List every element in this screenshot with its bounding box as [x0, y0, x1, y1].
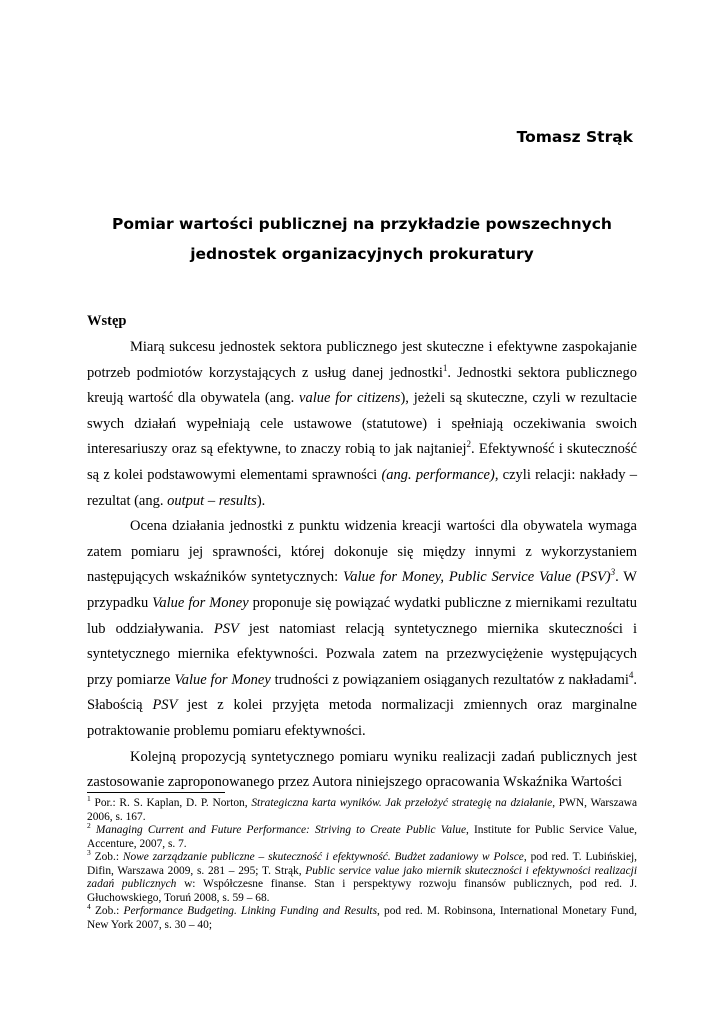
text-run: Ocena działania jednostki z punktu widzenia kreacji wartości dla obywatela wymaga zatem pomiaru jej sprawności, której dokonuje się między innymi z wykorzystaniem następujących wskaźników syntetycznych: — [87, 518, 637, 586]
title-line-2: jednostek organizacyjnych prokuratury — [190, 245, 534, 263]
footnote — [87, 848, 638, 905]
text-run: jest z kolei przyjęta metoda normalizacji zmiennych oraz marginalne potraktowanie problemu pomiaru efektywności. — [87, 697, 637, 739]
footnote-number: 2 — [87, 821, 91, 831]
text-run: proponuje się powiązać wydatki publiczne z miernikami rezultatu lub oddziaływania. — [87, 594, 637, 637]
text-run: trudności z powiązaniem osiąganych rezultatów z nakładami — [270, 671, 629, 688]
text-run: ), jeżeli są skuteczne, czyli w rezultacie swych działań wypełniają cele ustawowe (statutowe) i spełniają oczekiwania swoich interesariuszy oraz są efektywne, to znaczy robią to jak najtaniej — [87, 390, 637, 458]
italic-text: Value for Money, Public Service Value (PSV) — [343, 569, 611, 586]
text-run: , Institute for Public Service Value, Accenture, 2007, s. 7. — [87, 824, 637, 850]
italic-text: Value for Money — [152, 594, 249, 611]
text-run: jest natomiast relacją syntetycznego miernika skuteczności i syntetycznego miernika efektywności. Pozwala zatem na przezwyciężenie występujących przy pomiarze — [87, 620, 637, 688]
text-run: w: Współczesne finanse. Stan i perspektywy rozwoju finansów publicznych, pod red. J. Głuchowskiego, Toruń 2008, s. 59 – 68. — [87, 878, 637, 904]
section-heading: Wstęp — [87, 313, 127, 329]
italic-text: Nowe zarządzanie publiczne – skuteczność i efektywność. Budżet zadaniowy w Polsce — [122, 851, 524, 863]
footnote-number: 1 — [87, 794, 91, 804]
body-paragraph — [87, 745, 637, 796]
italic-text: results — [218, 492, 257, 509]
text-run: , PWN, Warszawa 2006, s. 167. — [87, 797, 638, 823]
title-line-1: Pomiar wartości publicznej na przykładzie powszechnych — [112, 215, 612, 233]
text-run: . Słabością — [87, 671, 638, 714]
italic-text: Performance Budgeting. Linking Funding and Results — [123, 905, 377, 917]
text-run: Miarą sukcesu jednostek sektora publicznego jest skuteczne i efektywne zaspokajanie potrzeb podmiotów korzystających z usług danej jednostki — [87, 339, 637, 381]
text-run: , pod red. M. Robinsona, International Monetary Fund, New York 2007, s. 30 – 40; — [87, 905, 637, 931]
footnote-number: 4 — [87, 902, 91, 912]
footnote — [87, 902, 637, 932]
text-run: . Jednostki sektora publicznego kreują wartość dla obywatela (ang. — [87, 364, 637, 407]
italic-text: Managing Current and Future Performance: Striving to Create Public Value — [95, 824, 467, 836]
text-run: , pod red. T. Lubińskiej, Difin, Warszawa 2009, s. 281 – 295; T. Strąk, — [87, 851, 638, 877]
text-run: – — [204, 492, 219, 509]
text-run: ). — [256, 492, 266, 509]
italic-text: PSV — [213, 620, 239, 637]
italic-text: (ang. performance) — [381, 466, 495, 483]
italic-text: Public service value jako miernik skuteczności i efektywności realizacji zadań publicznych — [87, 864, 637, 890]
footnote-separator — [87, 792, 225, 793]
body-text — [87, 335, 637, 796]
italic-text: Strategiczna karta wyników. Jak przełożyć strategię na działanie — [251, 797, 553, 809]
italic-text: output — [167, 492, 205, 509]
body-paragraph — [87, 514, 637, 744]
text-run: Zob.: — [90, 905, 124, 917]
body-paragraph — [87, 335, 637, 514]
text-run: . W przypadku — [87, 569, 637, 611]
italic-text: PSV — [152, 697, 178, 714]
footnote — [87, 821, 637, 851]
footnote-reference[interactable]: 4 — [628, 669, 634, 680]
text-run: Zob.: — [90, 851, 123, 863]
footnotes — [87, 794, 638, 932]
text-run: , czyli relacji: nakłady – rezultat (ang. — [87, 466, 637, 509]
footnote-reference[interactable]: 2 — [466, 439, 472, 450]
footnote-number: 3 — [87, 848, 91, 858]
text-run: . Efektywność i skuteczność są z kolei podstawowymi elementami sprawności — [87, 441, 637, 483]
italic-text: value for citizens — [299, 390, 401, 407]
footnote — [87, 794, 638, 824]
paper-title — [87, 209, 637, 269]
author-name: Tomasz Strąk — [516, 128, 633, 146]
footnote-reference[interactable]: 1 — [442, 362, 448, 373]
text-run: Kolejną propozycją syntetycznego pomiaru wyniku realizacji zadań publicznych jest zastosowanie zaproponowanego przez Autora niniejszego opracowania Wskaźnika Wartości — [87, 748, 637, 791]
footnote-reference[interactable]: 3 — [610, 567, 616, 578]
text-run: Por.: R. S. Kaplan, D. P. Norton, — [90, 797, 252, 809]
italic-text: Value for Money — [174, 671, 271, 688]
